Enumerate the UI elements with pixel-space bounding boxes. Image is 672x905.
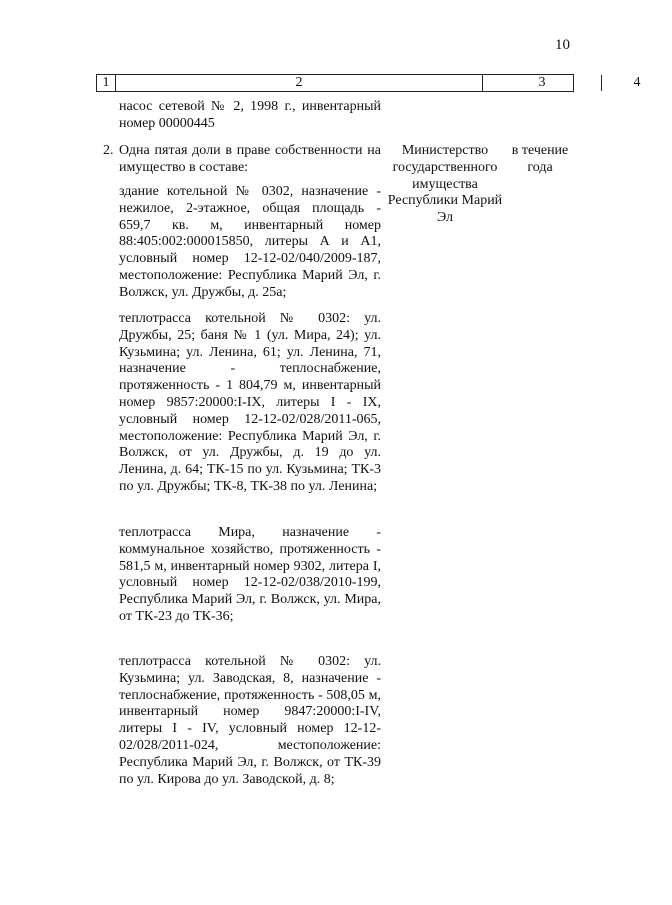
- property-item: [119, 654, 381, 788]
- property-item: [119, 184, 381, 302]
- header-cell-4: 4: [633, 75, 641, 90]
- header-cell-1: 1: [97, 75, 116, 91]
- property-item: [119, 525, 381, 626]
- table-header-row: [96, 74, 641, 92]
- recipient-ministry: Министерство государственного имущества Республики Марий Эл: [387, 143, 503, 226]
- row1-continuation-text: [119, 99, 381, 133]
- property-item: [119, 311, 381, 496]
- transfer-term: в течение года: [511, 143, 569, 175]
- property-item-text: здание котельной № 0302, назначение - нежилое, 2-этажное, общая площадь - 659,7 кв. м, инвентарный номер 88:405:002:000015850, литеры А и А1, условный номер 12-12-02/040/2009-187, местоположение: Республика Марий Эл, г. Волжск, ул. Дружбы, д. 25а;: [119, 184, 381, 300]
- property-item-text: теплотрасса Мира, назначение - коммунальное хозяйство, протяженность - 581,5 м, инвентарный номер 9302, литера I, условный номер 12-12-02/038/2010-199, Республика Марий Эл, г. Волжск, ул. Мира, от ТК-23 до ТК-36;: [119, 525, 381, 624]
- row2-number: 2.: [103, 143, 114, 158]
- page-number: 10: [555, 37, 570, 53]
- row2-intro-block: [119, 143, 381, 177]
- row1-continuation: насос сетевой № 2, 1998 г., инвентарный номер 00000445: [119, 99, 381, 131]
- row2-intro: Одна пятая доли в праве собственности на имущество в составе:: [119, 143, 381, 175]
- property-item-text: теплотрасса котельной № 0302: ул. Дружбы, 25; баня № 1 (ул. Мира, 24); ул. Кузьмина; ул. Ленина, 61; ул. Ленина, 71, назначение - теплоснабжение, протяженность - 1 804,79 м, инвентарный номер 9857:20000:I-IX, литеры I - IX, условный номер 12-12-02/028/2011-065, местоположение: Республика Марий Эл, г. Волжск, от ул. Дружбы, д. 19 до ул. Ленина, д. 64; ТК-15 по ул. Кузьмина; ТК-3 по ул. Дружбы; ТК-8, ТК-38 по ул. Ленина;: [119, 311, 381, 494]
- property-item-text: теплотрасса котельной № 0302: ул. Кузьмина; ул. Заводская, 8, назначение - теплоснабжение, протяженность - 508,05 м, инвентарный номер 9847:20000:I-IV, литеры I - IV, условный номер 12-12-02/028/2011-024, местоположение: Республика Марий Эл, г. Волжск, от ТК-39 по ул. Кирова до ул. Заводской, д. 8;: [119, 654, 381, 787]
- header-cell-3: 3: [483, 75, 602, 91]
- header-cell-2: 2: [116, 75, 483, 91]
